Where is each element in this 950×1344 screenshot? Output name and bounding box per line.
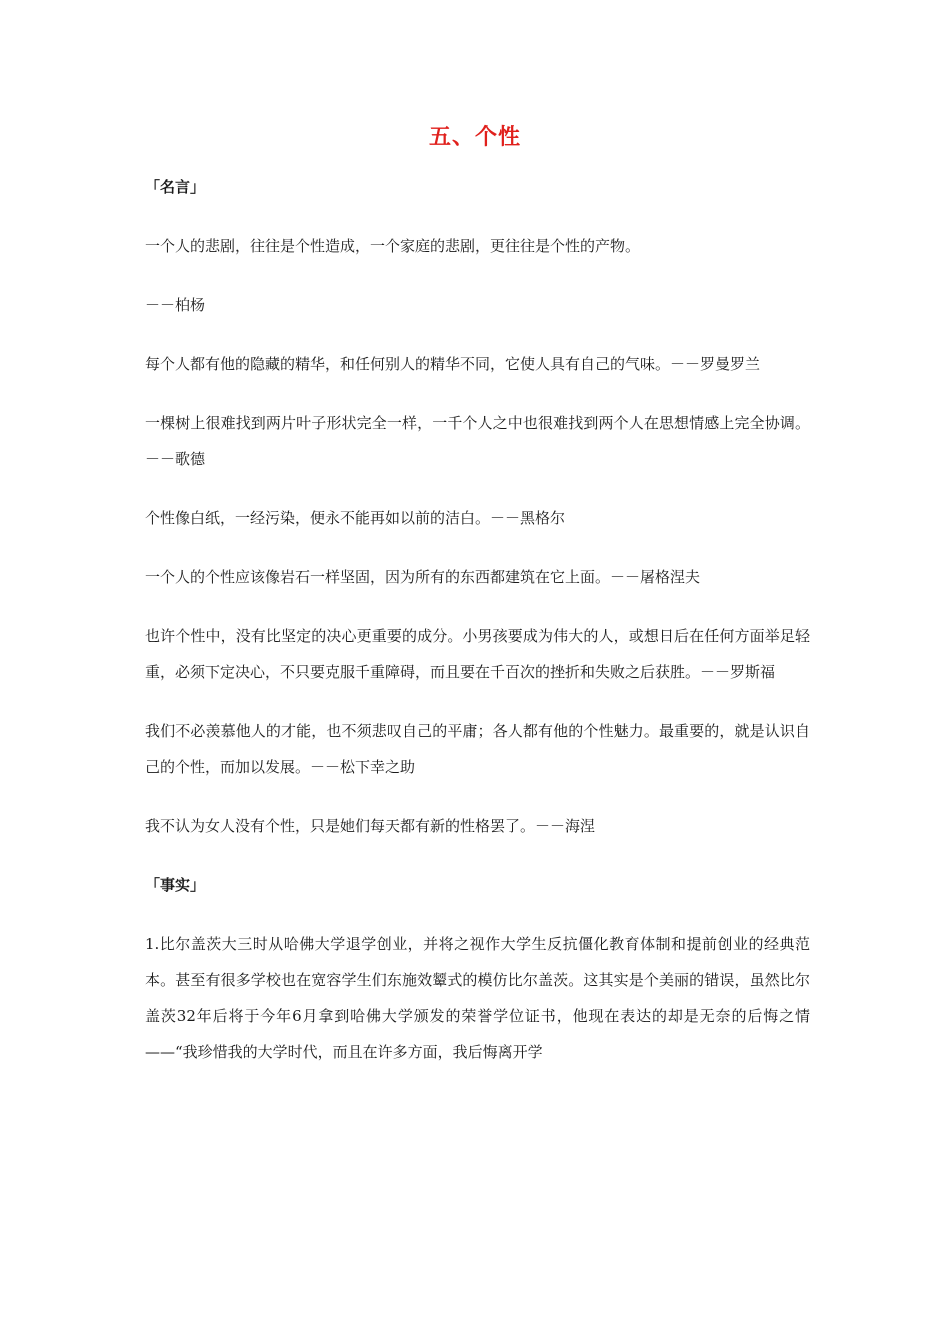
quote-item: 一个人的个性应该像岩石一样坚固，因为所有的东西都建筑在它上面。－－屠格涅夫 bbox=[145, 568, 701, 586]
page-title: 五、个性 bbox=[428, 125, 521, 150]
quote-item: 个性像白纸，一经污染，便永不能再如以前的洁白。－－黑格尔 bbox=[145, 509, 566, 527]
quote-item: 每个人都有他的隐藏的精华，和任何别人的精华不同，它使人具有自己的气味。－－罗曼罗兰 bbox=[145, 355, 761, 373]
quote-item: －－柏杨 bbox=[145, 296, 206, 314]
fact-item: 1.比尔盖茨大三时从哈佛大学退学创业，并将之视作大学生反抗僵化教育体制和提前创业的经典范本。甚至有很多学校也在宽容学生们东施效颦式的模仿比尔盖茨。这其实是个美丽的错误，虽然比尔盖茨32年后将于今年6月拿到哈佛大学颁发的荣誉学位证书，他现在表达的却是无奈的后悔之情——“我珍惜我的大学时代，而且在许多方面，我后悔离开学 bbox=[145, 935, 810, 1061]
quote-item: 一个人的悲剧，往往是个性造成，一个家庭的悲剧，更往往是个性的产物。 bbox=[145, 237, 641, 255]
quote-item: 我不认为女人没有个性，只是她们每天都有新的性格罢了。－－海涅 bbox=[145, 817, 596, 835]
quote-item: 一棵树上很难找到两片叶子形状完全一样，一千个人之中也很难找到两个人在思想情感上完全协调。－－歌德 bbox=[145, 414, 810, 468]
section-heading-facts: 「事实」 bbox=[145, 876, 206, 894]
quote-item: 我们不必羡慕他人的才能，也不须悲叹自己的平庸；各人都有他的个性魅力。最重要的，就是认识自己的个性，而加以发展。－－松下幸之助 bbox=[145, 722, 810, 776]
document-body bbox=[145, 176, 810, 1070]
quote-item: 也许个性中，没有比坚定的决心更重要的成分。小男孩要成为伟大的人，或想日后在任何方面举足轻重，必须下定决心，不只要克服千重障碍，而且要在千百次的挫折和失败之后获胜。－－罗斯福 bbox=[145, 627, 810, 681]
section-heading-quotes: 「名言」 bbox=[145, 178, 206, 196]
